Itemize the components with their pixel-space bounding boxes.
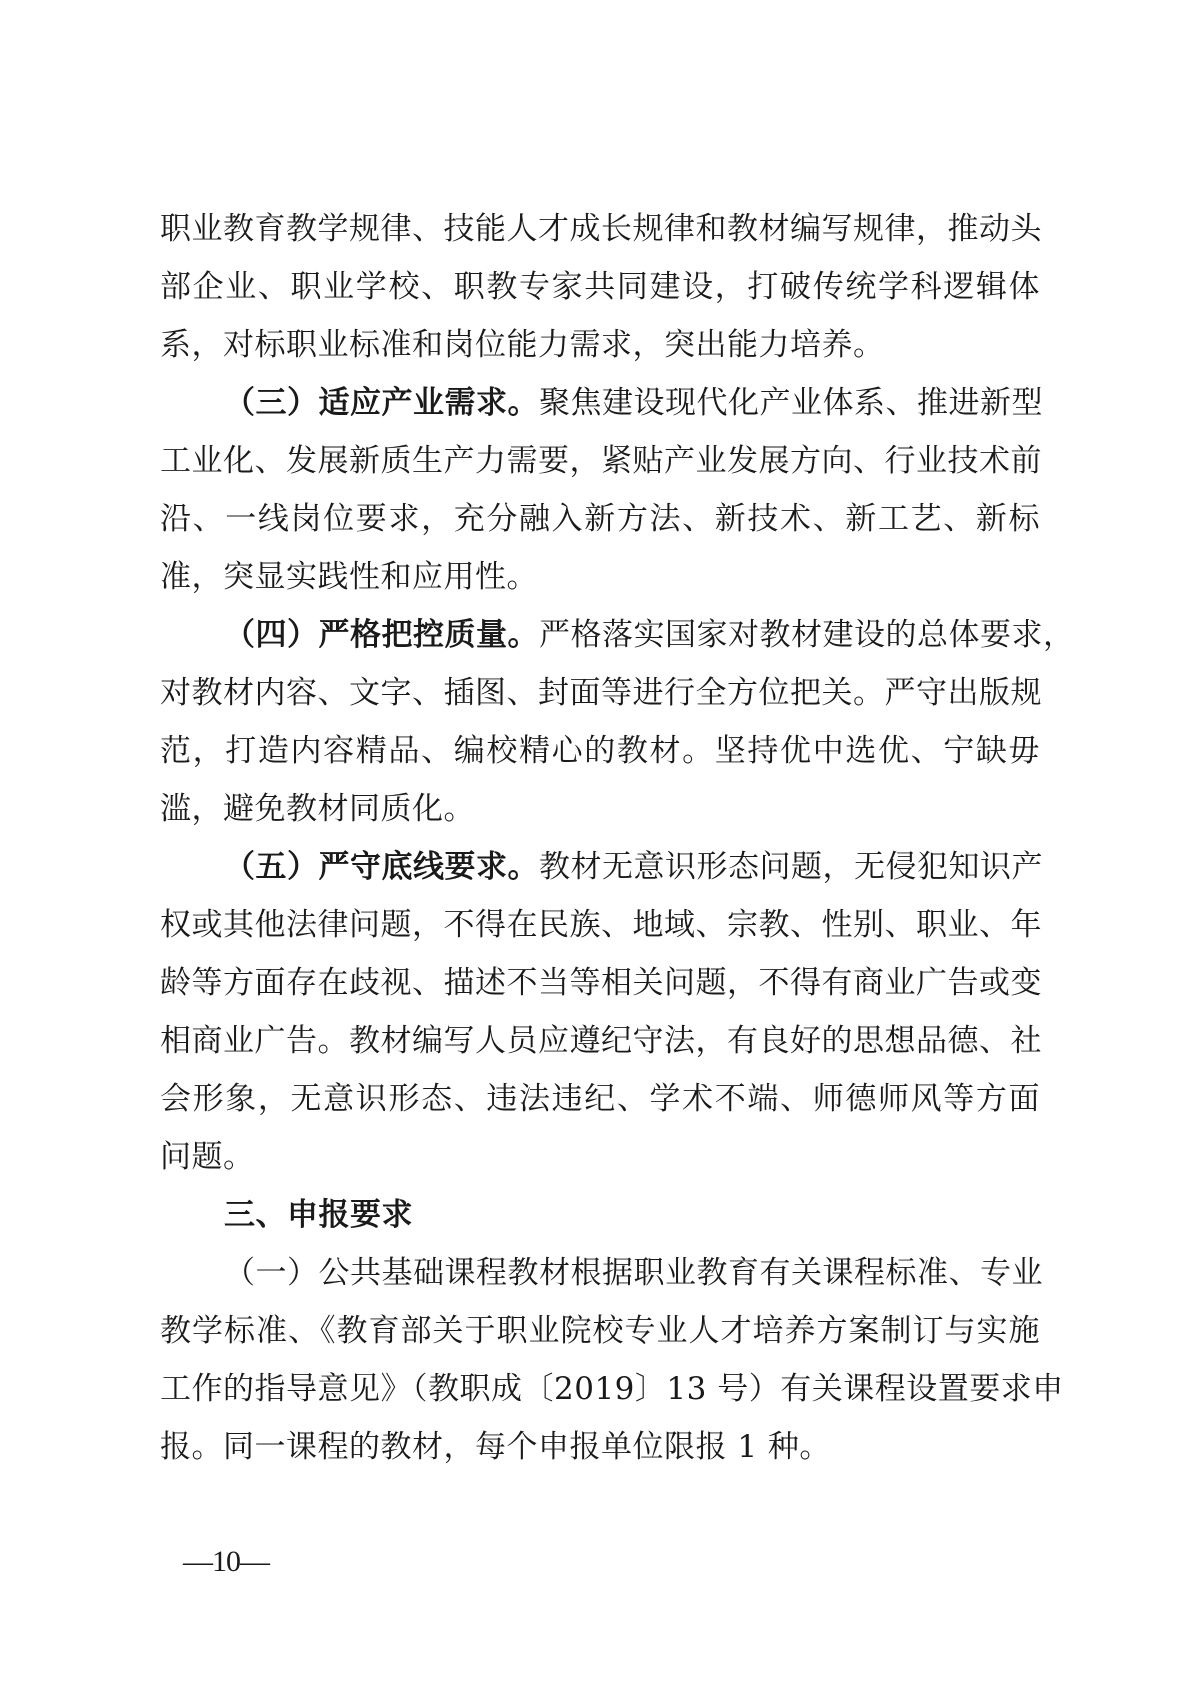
paragraph-five-first-line: （五）严守底线要求。教材无意识形态问题，无侵犯知识产 [224,849,1043,885]
text-line: 职业教育教学规律、技能人才成长规律和教材编写规律，推动头 [160,211,1042,247]
text-line: 龄等方面存在歧视、描述不当等相关问题，不得有商业广告或变 [160,965,1042,1001]
section-heading: 三、申报要求 [224,1197,413,1233]
text-line: 报。同一课程的教材，每个申报单位限报 1 种。 [160,1429,831,1465]
text-line: 相商业广告。教材编写人员应遵纪守法，有良好的思想品德、社 [160,1023,1042,1059]
paragraph-lead: （四）严格把控质量。 [224,617,539,653]
text-line: 滥，避免教材同质化。 [160,791,475,827]
text-line: 工业化、发展新质生产力需要，紧贴产业发展方向、行业技术前 [160,443,1042,479]
text-line: 范，打造内容精品、编校精心的教材。坚持优中选优、宁缺毋 [160,733,1040,769]
paragraph-three-first-line: （三）适应产业需求。聚焦建设现代化产业体系、推进新型 [224,385,1043,421]
text-line: 部企业、职业学校、职教专家共同建设，打破传统学科逻辑体 [160,269,1040,305]
text-line: 准，突显实践性和应用性。 [160,559,538,595]
text-line: 权或其他法律问题，不得在民族、地域、宗教、性别、职业、年 [160,907,1042,943]
body-text [160,200,1075,1476]
paragraph-lead: （三）适应产业需求。 [224,385,539,421]
text-line: 系，对标职业标准和岗位能力需求，突出能力培养。 [160,327,885,363]
text-line: 工作的指导意见》（教职成〔2019〕13 号）有关课程设置要求申 [160,1371,1064,1407]
text-line: 对教材内容、文字、插图、封面等进行全方位把关。严守出版规 [160,675,1042,711]
text-line: 沿、一线岗位要求，充分融入新方法、新技术、新工艺、新标 [160,501,1040,537]
page-number: —10— [183,1545,269,1578]
text-line: 问题。 [160,1139,255,1175]
paragraph-lead: （五）严守底线要求。 [224,849,539,885]
paragraph-four-first-line: （四）严格把控质量。严格落实国家对教材建设的总体要求， [224,617,1075,653]
text-line: 会形象，无意识形态、违法违纪、学术不端、师德师风等方面 [160,1081,1040,1117]
text-line: 教学标准、《教育部关于职业院校专业人才培养方案制订与实施 [160,1313,1040,1349]
text-line: （一）公共基础课程教材根据职业教育有关课程标准、专业 [224,1255,1043,1291]
